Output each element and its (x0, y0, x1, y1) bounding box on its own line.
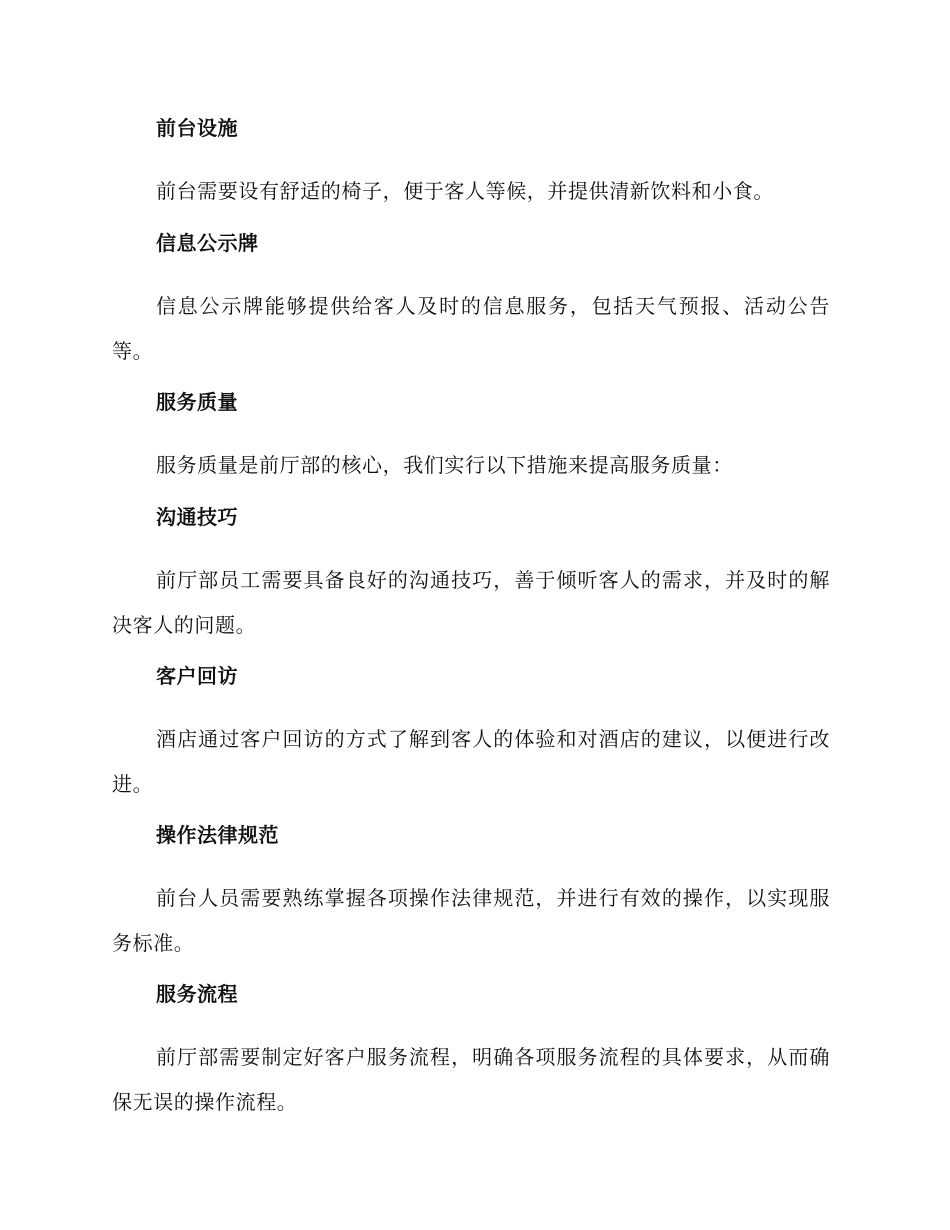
section-paragraph: 前台需要设有舒适的椅子，便于客人等候，并提供清新饮料和小食。 (156, 179, 774, 203)
section-paragraph: 服务质量是前厅部的核心，我们实行以下措施来提高服务质量： (156, 453, 733, 477)
section-paragraph: 前厅部员工需要具备良好的沟通技巧，善于倾听客人的需求，并及时的解决客人的问题。 (112, 568, 830, 637)
document-page (112, 112, 830, 1137)
section-heading: 沟通技巧 (156, 505, 238, 529)
section-operation-regulations (112, 819, 830, 966)
section-service-quality (112, 386, 830, 488)
section-heading: 客户回访 (156, 664, 238, 688)
section-customer-follow-up (112, 660, 830, 807)
section-paragraph: 信息公示牌能够提供给客人及时的信息服务，包括天气预报、活动公告等。 (112, 294, 830, 363)
section-heading: 服务质量 (156, 390, 238, 414)
section-paragraph: 前台人员需要熟练掌握各项操作法律规范，并进行有效的操作，以实现服务标准。 (112, 886, 830, 955)
section-paragraph: 前厅部需要制定好客户服务流程，明确各项服务流程的具体要求，从而确保无误的操作流程。 (112, 1045, 830, 1114)
section-communication-skills (112, 501, 830, 648)
section-heading: 前台设施 (156, 116, 238, 140)
section-service-process (112, 978, 830, 1125)
section-front-desk-facilities (112, 112, 830, 214)
section-heading: 操作法律规范 (156, 823, 279, 847)
section-heading: 服务流程 (156, 982, 238, 1006)
section-heading: 信息公示牌 (156, 231, 259, 255)
section-info-board (112, 227, 830, 374)
section-paragraph: 酒店通过客户回访的方式了解到客人的体验和对酒店的建议，以便进行改进。 (112, 727, 830, 796)
